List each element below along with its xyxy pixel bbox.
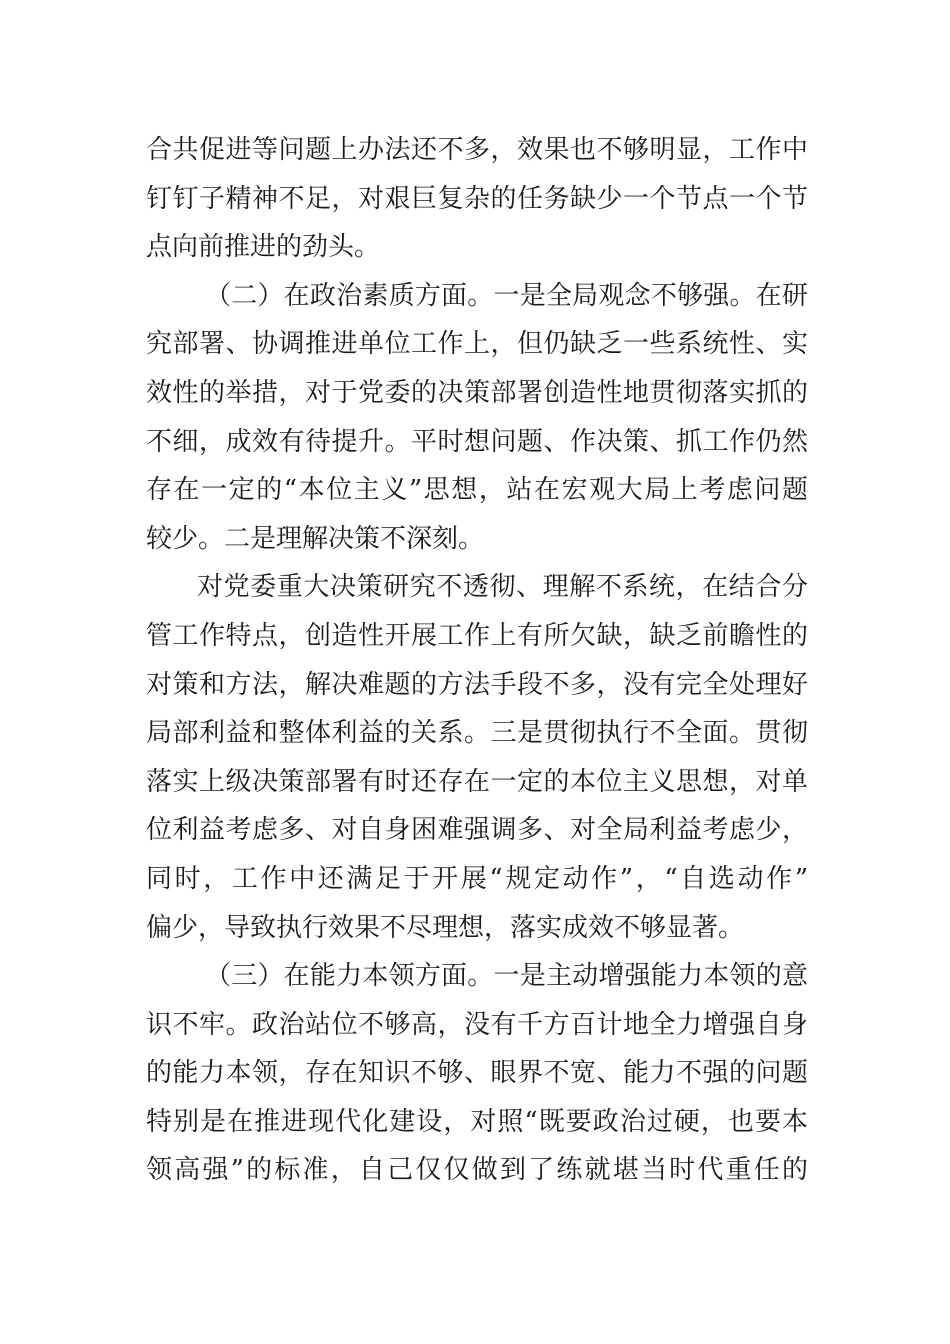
section-heading-line: （三）在能力本领方面。一是主动增强能力本领的意 xyxy=(205,961,808,992)
text-line: 管工作特点，创造性开展工作上有所欠缺，缺乏前瞻性的 xyxy=(146,620,808,651)
text-line: 不细，成效有待提升。平时想问题、作决策、抓工作仍然 xyxy=(146,426,808,457)
text-line: 对策和方法，解决难题的方法手段不多，没有完全处理好 xyxy=(146,669,808,700)
text-line: 特别是在推进现代化建设，对照“既要政治过硬，也要本 xyxy=(146,1106,808,1137)
text-line: 较少。二是理解决策不深刻。 xyxy=(146,523,485,554)
paragraph-start-line: 对党委重大决策研究不透彻、理解不系统，在结合分 xyxy=(197,572,808,603)
text-line: 落实上级决策部署有时还存在一定的本位主义思想，对单 xyxy=(146,766,808,797)
text-line: 识不牢。政治站位不够高，没有千方百计地全力增强自身 xyxy=(146,1009,808,1040)
text-line: 局部利益和整体利益的关系。三是贯彻执行不全面。贯彻 xyxy=(146,718,808,749)
text-line: 点向前推进的劲头。 xyxy=(146,232,381,263)
text-line: 钉钉子精神不足，对艰巨复杂的任务缺少一个节点一个节 xyxy=(146,183,808,214)
text-line: 合共促进等问题上办法还不多，效果也不够明显，工作中 xyxy=(146,135,808,165)
text-line: 存在一定的“本位主义”思想，站在宏观大局上考虑问题 xyxy=(146,475,808,506)
text-line: 究部署、协调推进单位工作上，但仍缺乏一些系统性、实 xyxy=(146,329,808,360)
text-line: 位利益考虑多、对自身困难强调多、对全局利益考虑少， xyxy=(146,815,808,846)
text-line: 的能力本领，存在知识不够、眼界不宽、能力不强的问题 xyxy=(146,1058,808,1089)
text-line: 偏少，导致执行效果不尽理想，落实成效不够显著。 xyxy=(146,912,745,943)
document-body xyxy=(146,126,808,1195)
text-line: 同时，工作中还满足于开展“规定动作”，“自选动作” xyxy=(146,863,808,894)
text-line: 领高强”的标准，自己仅仅做到了练就堪当时代重任的 xyxy=(146,1155,808,1186)
section-heading-line: （二）在政治素质方面。一是全局观念不够强。在研 xyxy=(205,280,808,311)
text-line: 效性的举措，对于党委的决策部署创造性地贯彻落实抓的 xyxy=(146,377,808,408)
